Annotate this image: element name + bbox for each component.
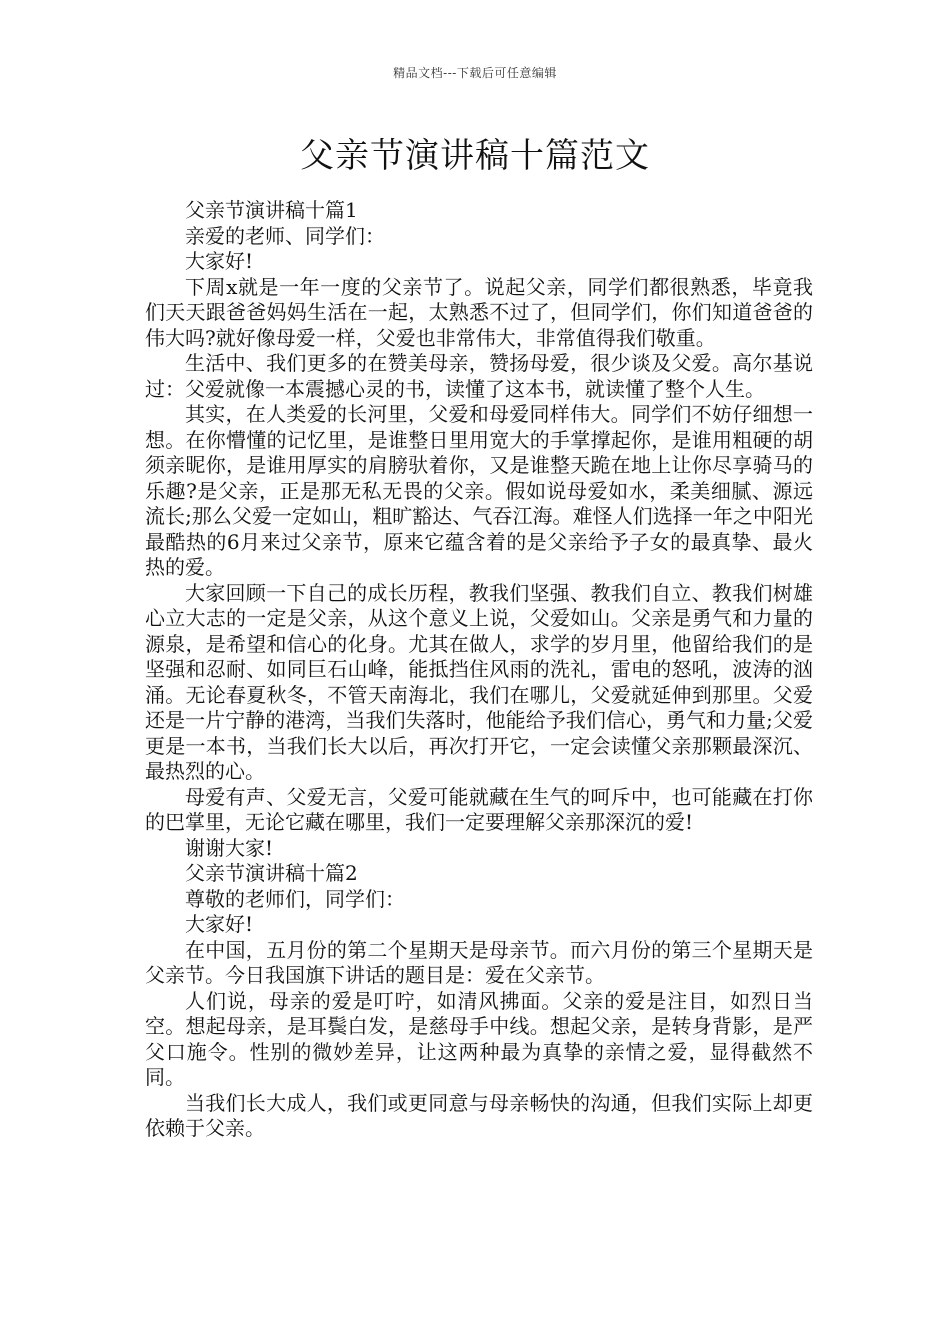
paragraph: 尊敬的老师们，同学们： [185, 886, 405, 911]
paragraph: 大家好! [185, 912, 254, 936]
paragraph: 生活中、我们更多的在赞美母亲，赞扬母爱，很少谈及父爱。高尔基说过：父爱就像一本震撼心灵的书，读懂了这本书，就读懂了整个人生。 [145, 351, 813, 401]
paragraph: 下周x就是一年一度的父亲节了。说起父亲，同学们都很熟悉，毕竟我们天天跟爸爸妈妈生活在一起，太熟悉不过了，但同学们，你们知道爸爸的伟大吗?就好像母爱一样，父爱也非常伟大，非常值得我们敬重。 [145, 274, 813, 350]
paragraph: 亲爱的老师、同学们： [185, 223, 385, 248]
paragraph: 大家回顾一下自己的成长历程，教我们坚强、教我们自立、教我们树雄心立大志的一定是父亲，从这个意义上说，父爱如山。父亲是勇气和力量的源泉，是希望和信心的化身。尤其在做人，求学的岁月里，他留给我们的是坚强和忍耐、如同巨石山峰，能抵挡住风雨的洗礼，雷电的怒吼，波涛的汹涌。无论春夏秋冬，不管天南海北，我们在哪儿，父爱就延伸到那里。父爱还是一片宁静的港湾，当我们失落时，他能给予我们信心，勇气和力量;父爱更是一本书，当我们长大以后，再次打开它，一定会读懂父亲那颗最深沉、最热烈的心。 [145, 580, 813, 783]
paragraph: 父亲节演讲稿十篇2 [185, 861, 358, 885]
document-body [145, 198, 813, 1142]
paragraph: 在中国，五月份的第二个星期天是母亲节。而六月份的第三个星期天是父亲节。今日我国旗下讲话的题目是：爱在父亲节。 [145, 937, 813, 987]
document-title: 父亲节演讲稿十篇范文 [300, 136, 650, 176]
paragraph: 当我们长大成人，我们或更同意与母亲畅快的沟通，但我们实际上却更依赖于父亲。 [145, 1090, 813, 1140]
paragraph: 大家好! [185, 249, 254, 273]
paragraph: 人们说，母亲的爱是叮咛，如清风拂面。父亲的爱是注目，如烈日当空。想起母亲，是耳鬓白发，是慈母手中线。想起父亲，是转身背影，是严父口施令。性别的微妙差异，让这两种最为真挚的亲情之爱，显得截然不同。 [145, 988, 813, 1089]
paragraph: 其实，在人类爱的长河里，父爱和母爱同样伟大。同学们不妨仔细想一想。在你懵懂的记忆里，是谁整日里用宽大的手掌撑起你，是谁用粗硬的胡须亲昵你，是谁用厚实的肩膀驮着你，又是谁整天跪在地上让你尽享骑马的乐趣?是父亲，正是那无私无畏的父亲。假如说母爱如水，柔美细腻、源远流长;那么父爱一定如山，粗旷豁达、气吞江海。难怪人们选择一年之中阳光最酷热的6月来过父亲节，原来它蕴含着的是父亲给予子女的最真挚、最火热的爱。 [145, 402, 813, 579]
paragraph: 母爱有声、父爱无言，父爱可能就藏在生气的呵斥中，也可能藏在打你的巴掌里，无论它藏在哪里，我们一定要理解父亲那深沉的爱! [145, 784, 813, 834]
page-header: 精品文档---下载后可任意编辑 [393, 66, 557, 80]
paragraph: 父亲节演讲稿十篇1 [185, 198, 358, 222]
paragraph: 谢谢大家! [185, 835, 274, 860]
